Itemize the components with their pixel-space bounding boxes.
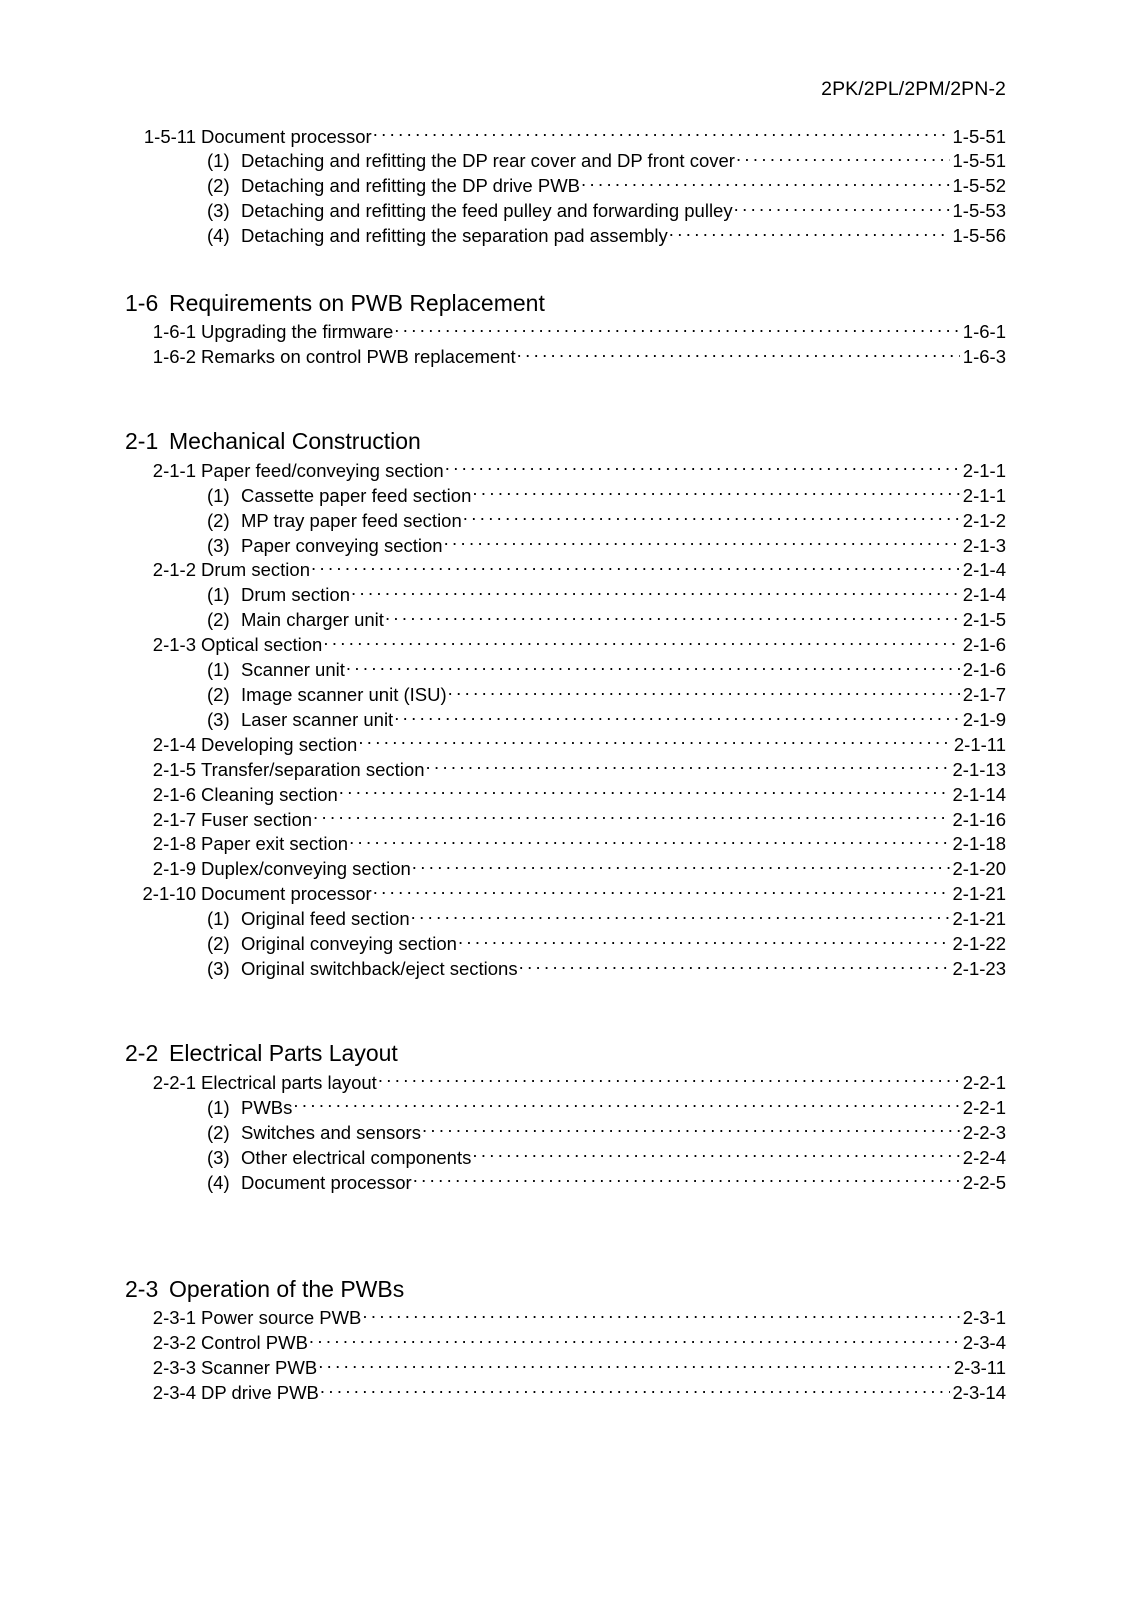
toc-entry-page-number: 2-2-3 xyxy=(962,1121,1006,1143)
toc-entry-number: 2-3-4 xyxy=(152,1382,196,1404)
dot-leader xyxy=(581,174,950,193)
section-heading-title: Mechanical Construction xyxy=(169,428,421,455)
toc-entry-label: Transfer/separation section xyxy=(201,758,425,780)
toc-entry-page-number: 2-1-21 xyxy=(952,883,1006,905)
dot-leader xyxy=(293,1095,959,1114)
section-heading-number: 2-3 xyxy=(125,1275,159,1302)
toc-entry-page-number: 2-1-23 xyxy=(952,957,1006,979)
dot-leader xyxy=(412,857,950,876)
toc-entry-page-number: 1-5-51 xyxy=(952,125,1006,147)
dot-leader xyxy=(385,608,960,627)
section-heading[interactable] xyxy=(0,1037,1130,1070)
toc-entry-label: Drum section xyxy=(201,559,310,581)
toc-entry-label: Developing section xyxy=(201,733,358,755)
toc-entry-page-number: 1-6-3 xyxy=(962,345,1006,367)
toc-entry-page-number: 1-6-1 xyxy=(962,321,1006,343)
toc-entry-label: Original conveying section xyxy=(241,933,457,955)
toc-entry-label: Scanner PWB xyxy=(201,1357,318,1379)
dot-leader xyxy=(362,1306,959,1325)
dot-leader xyxy=(458,932,950,951)
toc-entry-page-number: 2-1-21 xyxy=(952,908,1006,930)
toc-entry-number: (4) xyxy=(207,225,230,247)
toc-entry[interactable] xyxy=(0,1095,1130,1120)
toc-entry-page-number: 2-1-9 xyxy=(962,708,1006,730)
toc-entry[interactable] xyxy=(0,857,1130,882)
toc-entry[interactable] xyxy=(0,732,1130,757)
toc-entry-label: Upgrading the firmware xyxy=(201,321,394,343)
toc-entry[interactable] xyxy=(0,633,1130,658)
toc-entry[interactable] xyxy=(0,174,1130,199)
toc-entry-label: Optical section xyxy=(201,634,323,656)
toc-entry-label: Document processor xyxy=(201,125,372,147)
toc-entry-page-number: 2-2-5 xyxy=(962,1171,1006,1193)
toc-entry-number: 2-3-3 xyxy=(152,1357,196,1379)
toc-entry-page-number: 2-1-3 xyxy=(962,534,1006,556)
toc-entry[interactable] xyxy=(0,807,1130,832)
dot-leader xyxy=(448,683,960,702)
toc-entry-page-number: 2-3-11 xyxy=(953,1357,1006,1379)
toc-entry-number: (1) xyxy=(207,584,230,606)
toc-entry[interactable] xyxy=(0,320,1130,345)
toc-entry-page-number: 2-1-4 xyxy=(962,559,1006,581)
dot-leader xyxy=(422,1120,960,1139)
toc-entry[interactable] xyxy=(0,608,1130,633)
toc-entry-page-number: 2-1-20 xyxy=(952,858,1006,880)
section-heading-title: Requirements on PWB Replacement xyxy=(169,289,545,316)
toc-entry-label: Drum section xyxy=(241,584,350,606)
section-heading-number: 2-1 xyxy=(125,428,159,455)
toc-entry-page-number: 2-1-16 xyxy=(952,808,1006,830)
toc-entry[interactable] xyxy=(0,658,1130,683)
dot-leader xyxy=(517,344,960,363)
toc-entry[interactable] xyxy=(0,932,1130,957)
toc-entry[interactable] xyxy=(0,1381,1130,1406)
toc-entry[interactable] xyxy=(0,224,1130,249)
toc-entry-label: Original switchback/eject sections xyxy=(241,957,518,979)
table-of-contents xyxy=(0,124,1130,1406)
toc-entry-number: (2) xyxy=(207,175,230,197)
toc-block xyxy=(0,425,1130,981)
toc-entry[interactable] xyxy=(0,956,1130,981)
toc-entry-number: 2-1-7 xyxy=(152,808,196,830)
toc-entry-label: DP drive PWB xyxy=(201,1382,319,1404)
toc-entry-page-number: 2-3-14 xyxy=(952,1382,1006,1404)
toc-entry-label: Laser scanner unit xyxy=(241,708,394,730)
toc-entry-page-number: 1-5-51 xyxy=(952,150,1006,172)
toc-entry[interactable] xyxy=(0,508,1130,533)
dot-leader xyxy=(373,124,950,143)
dot-leader xyxy=(373,882,950,901)
toc-entry-number: 2-3-1 xyxy=(152,1307,196,1329)
toc-entry-page-number: 2-1-6 xyxy=(962,634,1006,656)
toc-entry-number: 2-1-6 xyxy=(152,783,196,805)
toc-entry-number: (3) xyxy=(207,1146,230,1168)
toc-entry-label: Original feed section xyxy=(241,908,410,930)
block-spacer xyxy=(0,369,1130,425)
dot-leader xyxy=(346,658,960,677)
toc-entry-page-number: 2-1-13 xyxy=(952,758,1006,780)
dot-leader xyxy=(445,458,960,477)
toc-entry-page-number: 1-5-53 xyxy=(952,200,1006,222)
toc-entry[interactable] xyxy=(0,558,1130,583)
toc-entry-number: (2) xyxy=(207,609,230,631)
block-spacer xyxy=(0,1195,1130,1273)
toc-entry-number: (3) xyxy=(207,200,230,222)
toc-entry[interactable] xyxy=(0,1331,1130,1356)
toc-entry-number: (1) xyxy=(207,1096,230,1118)
toc-entry-number: 2-1-2 xyxy=(152,559,196,581)
toc-entry-label: Document processor xyxy=(201,883,372,905)
dot-leader xyxy=(320,1381,950,1400)
dot-leader xyxy=(318,1356,951,1375)
dot-leader xyxy=(323,633,959,652)
toc-entry-page-number: 2-2-1 xyxy=(962,1096,1006,1118)
toc-entry-page-number: 2-1-14 xyxy=(952,783,1006,805)
toc-entry[interactable] xyxy=(0,782,1130,807)
toc-entry-page-number: 2-2-4 xyxy=(962,1146,1006,1168)
dot-leader xyxy=(736,149,950,168)
dot-leader xyxy=(394,320,960,339)
toc-entry-label: Paper exit section xyxy=(201,833,349,855)
toc-entry-label: PWBs xyxy=(241,1096,293,1118)
section-heading[interactable] xyxy=(0,287,1130,320)
toc-entry-number: 2-1-10 xyxy=(142,883,196,905)
toc-entry-number: (4) xyxy=(207,1171,230,1193)
toc-entry-label: Other electrical components xyxy=(241,1146,472,1168)
toc-entry-label: Paper feed/conveying section xyxy=(201,459,444,481)
toc-entry-label: Switches and sensors xyxy=(241,1121,421,1143)
toc-entry-label: Detaching and refitting the feed pulley and forwarding pulley xyxy=(241,200,733,222)
toc-entry[interactable] xyxy=(0,1356,1130,1381)
toc-entry[interactable] xyxy=(0,1306,1130,1331)
toc-entry[interactable] xyxy=(0,882,1130,907)
toc-entry-page-number: 2-1-6 xyxy=(962,659,1006,681)
toc-entry-number: 2-1-3 xyxy=(152,634,196,656)
dot-leader xyxy=(472,483,959,502)
block-spacer xyxy=(0,249,1130,287)
toc-entry[interactable] xyxy=(0,1070,1130,1095)
dot-leader xyxy=(463,508,960,527)
toc-entry-label: Power source PWB xyxy=(201,1307,362,1329)
toc-entry-label: Paper conveying section xyxy=(241,534,443,556)
toc-entry-label: Detaching and refitting the separation pad assembly xyxy=(241,225,668,247)
section-heading-title: Operation of the PWBs xyxy=(169,1275,405,1302)
dot-leader xyxy=(519,956,950,975)
toc-entry-number: (2) xyxy=(207,933,230,955)
toc-entry[interactable] xyxy=(0,483,1130,508)
toc-entry[interactable] xyxy=(0,344,1130,369)
toc-entry-number: (1) xyxy=(207,659,230,681)
toc-entry-label: Cleaning section xyxy=(201,783,338,805)
toc-entry-page-number: 2-3-1 xyxy=(962,1307,1006,1329)
toc-entry[interactable] xyxy=(0,1145,1130,1170)
toc-entry-number: (3) xyxy=(207,534,230,556)
toc-entry[interactable] xyxy=(0,832,1130,857)
toc-entry-label: Electrical parts layout xyxy=(201,1071,377,1093)
toc-entry-page-number: 2-1-22 xyxy=(952,933,1006,955)
toc-entry[interactable] xyxy=(0,757,1130,782)
toc-entry-page-number: 2-1-11 xyxy=(953,733,1006,755)
toc-entry-number: 1-5-11 xyxy=(143,125,196,147)
dot-leader xyxy=(378,1070,960,1089)
dot-leader xyxy=(309,1331,960,1350)
section-heading[interactable] xyxy=(0,1273,1130,1306)
toc-entry-number: 2-3-2 xyxy=(152,1332,196,1354)
toc-block xyxy=(0,124,1130,249)
toc-entry-number: (2) xyxy=(207,509,230,531)
toc-entry[interactable] xyxy=(0,533,1130,558)
toc-block xyxy=(0,1037,1130,1195)
toc-entry[interactable] xyxy=(0,149,1130,174)
toc-entry-label: Detaching and refitting the DP rear cover and DP front cover xyxy=(241,150,735,172)
toc-entry[interactable] xyxy=(0,907,1130,932)
toc-entry-number: 2-1-1 xyxy=(152,459,196,481)
toc-entry-page-number: 2-1-7 xyxy=(962,684,1006,705)
toc-entry-number: (1) xyxy=(207,484,230,506)
toc-entry[interactable] xyxy=(0,707,1130,732)
toc-entry[interactable] xyxy=(0,1170,1130,1195)
toc-entry-label: Remarks on control PWB replacement xyxy=(201,345,516,367)
dot-leader xyxy=(472,1145,959,1164)
dot-leader xyxy=(425,757,949,776)
toc-entry-page-number: 2-1-1 xyxy=(962,459,1006,481)
toc-entry-label: Duplex/conveying section xyxy=(201,858,411,880)
toc-entry-number: 1-6-2 xyxy=(152,345,196,367)
toc-entry-page-number: 2-1-18 xyxy=(952,833,1006,855)
toc-entry-label: Scanner unit xyxy=(241,659,345,681)
block-spacer xyxy=(0,981,1130,1037)
dot-leader xyxy=(339,782,950,801)
toc-entry[interactable] xyxy=(0,199,1130,224)
section-heading-title: Electrical Parts Layout xyxy=(169,1040,398,1067)
dot-leader xyxy=(411,907,950,926)
section-heading-number: 2-2 xyxy=(125,1040,159,1067)
dot-leader xyxy=(669,224,950,243)
dot-leader xyxy=(311,558,960,577)
toc-block xyxy=(0,287,1130,370)
toc-entry-page-number: 1-5-56 xyxy=(952,225,1006,247)
toc-entry-number: 2-1-4 xyxy=(152,733,196,755)
toc-entry-number: 2-2-1 xyxy=(152,1071,196,1093)
dot-leader xyxy=(349,832,949,851)
toc-entry-number: (1) xyxy=(207,150,230,172)
toc-entry-page-number: 2-1-2 xyxy=(962,509,1006,531)
toc-entry-label: Image scanner unit (ISU) xyxy=(241,684,447,705)
toc-entry-label: Detaching and refitting the DP drive PWB xyxy=(241,175,580,197)
toc-entry-page-number: 1-5-52 xyxy=(952,175,1006,197)
section-heading[interactable] xyxy=(0,425,1130,458)
toc-entry-page-number: 2-1-4 xyxy=(962,584,1006,606)
toc-entry-label: Document processor xyxy=(241,1171,412,1193)
toc-entry-number: 2-1-9 xyxy=(152,858,196,880)
toc-entry-page-number: 2-1-1 xyxy=(962,484,1006,506)
toc-entry-page-number: 2-3-4 xyxy=(962,1332,1006,1354)
section-heading-number: 1-6 xyxy=(125,289,159,316)
page-header-model-codes: 2PK/2PL/2PM/2PN-2 xyxy=(821,78,1006,100)
dot-leader xyxy=(413,1170,960,1189)
toc-entry[interactable] xyxy=(0,583,1130,608)
toc-entry-label: Cassette paper feed section xyxy=(241,484,472,506)
toc-block xyxy=(0,1273,1130,1406)
toc-entry-page-number: 2-1-5 xyxy=(962,609,1006,631)
dot-leader xyxy=(358,732,951,751)
toc-entry-number: (1) xyxy=(207,908,230,930)
dot-leader xyxy=(734,199,950,218)
toc-entry-label: Main charger unit xyxy=(241,609,384,631)
toc-entry-number: (3) xyxy=(207,957,230,979)
toc-entry-page-number: 2-2-1 xyxy=(962,1071,1006,1093)
toc-entry-number: 2-1-8 xyxy=(152,833,196,855)
toc-entry-label: MP tray paper feed section xyxy=(241,509,462,531)
toc-entry-label: Fuser section xyxy=(201,808,313,830)
dot-leader xyxy=(444,533,960,552)
toc-entry-number: (2) xyxy=(207,1121,230,1143)
toc-entry-label: Control PWB xyxy=(201,1332,308,1354)
toc-entry[interactable] xyxy=(0,458,1130,483)
toc-entry-number: (2) xyxy=(207,684,230,705)
dot-leader xyxy=(313,807,949,826)
toc-entry[interactable] xyxy=(0,683,1130,708)
toc-entry-number: (3) xyxy=(207,708,230,730)
dot-leader xyxy=(351,583,960,602)
toc-entry-number: 1-6-1 xyxy=(152,321,196,343)
toc-entry[interactable] xyxy=(0,124,1130,149)
toc-entry[interactable] xyxy=(0,1120,1130,1145)
dot-leader xyxy=(394,707,960,726)
toc-entry-number: 2-1-5 xyxy=(152,758,196,780)
